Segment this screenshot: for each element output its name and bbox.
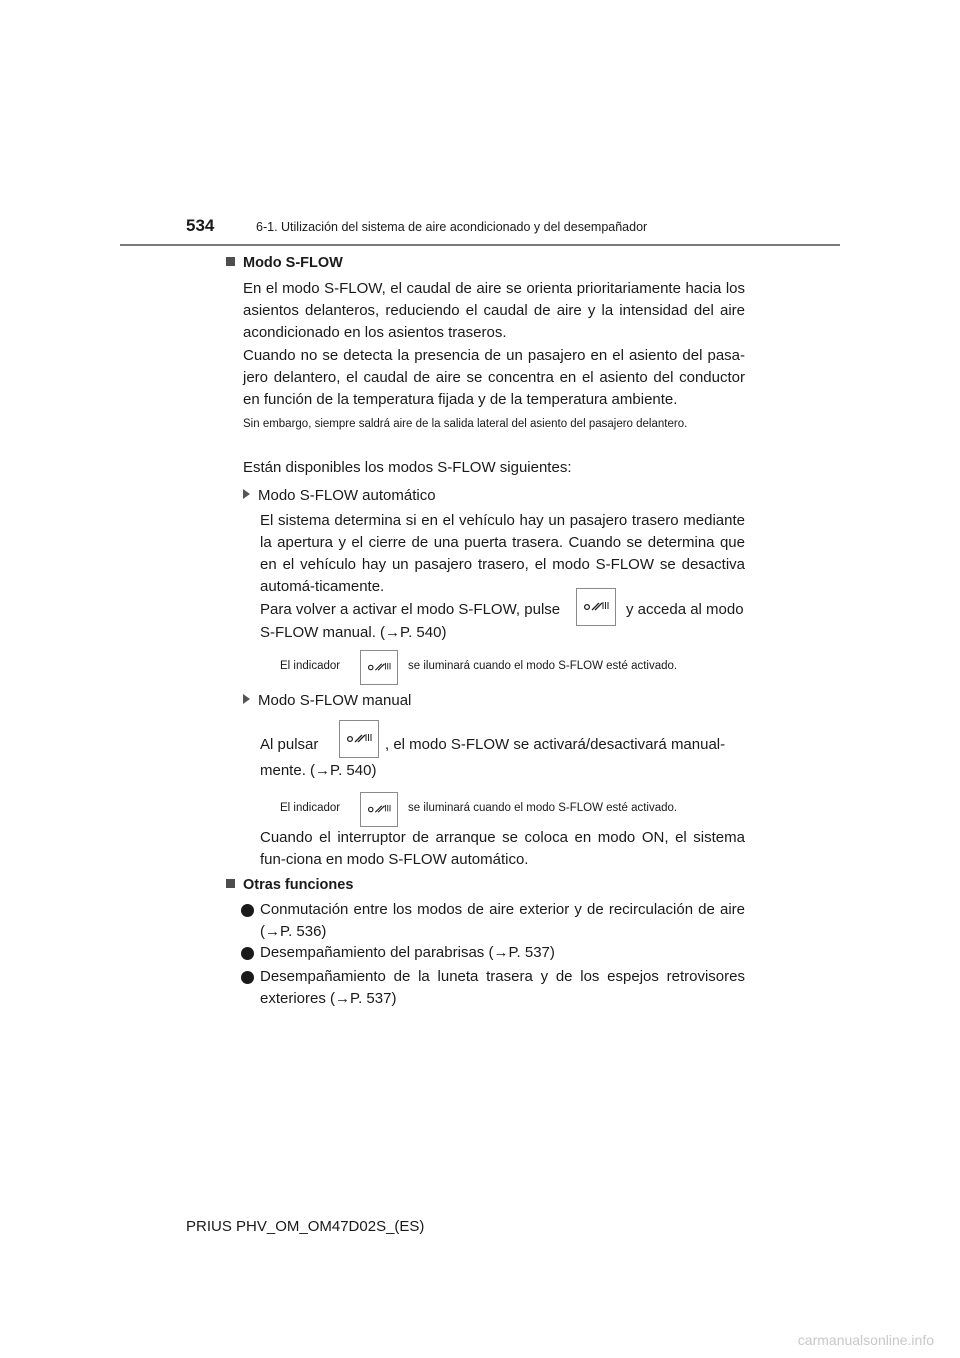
s-flow-button: [339, 720, 379, 758]
auto-indicator-text-before: El indicador: [280, 660, 341, 672]
other-functions-heading: Otras funciones: [226, 877, 353, 893]
bullet-dot-icon: [241, 904, 254, 917]
manual-press-text-before: Al pulsar: [260, 736, 319, 753]
section-title: 6-1. Utilización del sistema de aire acondicionado y del desempañador: [256, 220, 648, 234]
sflow-paragraph-1: En el modo S-FLOW, el caudal de aire se orienta prioritariamente hacia los asientos delanteros, reduciendo el caudal de aire y la intensidad del aire acondicionado en los asientos traseros.: [243, 280, 745, 341]
auto-indicator-text-after: se iluminará cuando el modo S-FLOW esté activado.: [408, 660, 678, 672]
auto-mode-text: El sistema determina si en el vehículo hay un pasajero trasero mediante la apertura y el cierre de una puerta trasera. Cuando se determina que en el vehículo hay un pasajero trasero, el modo S-FLOW se desactiva automá-ticamente.: [260, 512, 745, 595]
bullet-dot-icon: [241, 971, 254, 984]
auto-reactivate-text-before: Para volver a activar el modo S-FLOW, pulse: [260, 601, 561, 618]
other-bullet-2: Desempañamiento del parabrisas (→P. 537): [260, 944, 555, 961]
triangle-bullet-icon: [243, 489, 250, 499]
square-bullet-icon: [226, 257, 235, 266]
s-flow-button: [576, 588, 616, 626]
other-bullet-3: Desempañamiento de la luneta trasera y de los espejos retrovisores exteriores (→P. 537): [260, 968, 745, 1007]
other-bullet-1: Conmutación entre los modos de aire exterior y de recirculación de aire (→P. 536): [260, 901, 745, 940]
s-flow-button-icon: [340, 721, 378, 757]
sflow-final-paragraph: Cuando el interruptor de arranque se coloca en modo ON, el sistema fun-ciona en modo S-FLOW automático.: [260, 829, 745, 868]
footer-doc-code: PRIUS PHV_OM_OM47D02S_(ES): [186, 1218, 425, 1235]
manual-mode-title: Modo S-FLOW manual: [243, 690, 411, 712]
manual-press-text-after: , el modo S-FLOW se activará/desactivará manual-: [385, 736, 726, 753]
sflow-note: Sin embargo, siempre saldrá aire de la salida lateral del asiento del pasajero delantero.: [243, 418, 688, 430]
page-number: 534: [186, 216, 215, 235]
manual-indicator-text-after: se iluminará cuando el modo S-FLOW esté activado.: [408, 802, 678, 814]
sflow-paragraph-2: Cuando no se detecta la presencia de un pasajero en el asiento del pasa-jero delantero, el caudal de aire se concentra en el asiento del conductor en función de la temperatura fijada y de la temperatura ambiente.: [243, 347, 745, 408]
sflow-heading: Modo S-FLOW: [226, 255, 343, 271]
s-flow-indicator: [360, 650, 398, 685]
square-bullet-icon: [226, 879, 235, 888]
manual-press-line-2: mente. (→P. 540): [260, 762, 377, 779]
sflow-modes-intro: Están disponibles los modos S-FLOW siguientes:: [243, 459, 572, 476]
s-flow-indicator-icon: [361, 793, 397, 826]
bullet-dot-icon: [241, 947, 254, 960]
triangle-bullet-icon: [243, 694, 250, 704]
auto-reactivate-line-2: S-FLOW manual. (→P. 540): [260, 624, 447, 641]
s-flow-indicator: [360, 792, 398, 827]
auto-mode-title: Modo S-FLOW automático: [243, 485, 436, 507]
auto-reactivate-text-after: y acceda al modo: [626, 601, 744, 618]
manual-indicator-text-before: El indicador: [280, 802, 341, 814]
s-flow-indicator-icon: [361, 651, 397, 684]
watermark: carmanualsonline.info: [797, 1332, 934, 1348]
s-flow-button-icon: [577, 589, 615, 625]
header-rule: [120, 244, 840, 246]
